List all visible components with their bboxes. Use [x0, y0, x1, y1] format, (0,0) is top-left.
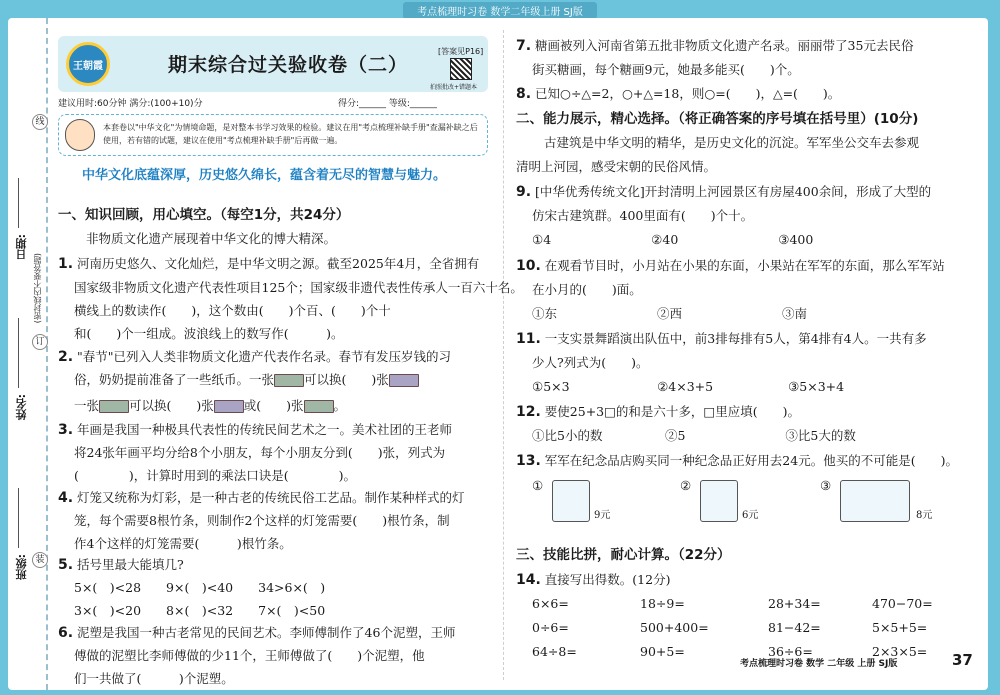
question-number: 13. — [516, 453, 541, 469]
line-text: 在小月的( )面。 — [532, 282, 642, 297]
question-line — [516, 184, 931, 200]
line-text: 三、技能比拼，耐心计算。（22分） — [516, 547, 731, 563]
price-label: 6元 — [742, 510, 759, 521]
page-footer: 考点梳理时习卷 数学 二年级 上册 SJ版 — [740, 659, 898, 669]
binding-ring: 订 — [32, 334, 48, 350]
binding-margin — [8, 18, 48, 690]
question-line — [532, 282, 642, 297]
calc-item[interactable]: 36÷6= — [768, 644, 813, 659]
question-text: [中华优秀传统文化]开封清明上河园景区有房屋400余间，形成了大型的 — [531, 184, 932, 199]
question-line — [544, 135, 919, 150]
banknote-icon — [304, 400, 334, 413]
column-divider — [503, 30, 504, 680]
question-text: 糖画被列入河南省第五批非物质文化遗产名录。丽丽带了35元去民俗 — [531, 38, 914, 53]
line-text — [516, 258, 945, 273]
question-line — [58, 625, 455, 641]
line-text: ①4 ②40 ③400 — [532, 232, 814, 247]
question-text: 年画是我国一种极具代表性的传统民间艺术之一。美术社团的王老师 — [73, 422, 453, 437]
band-title: 考点梳理时习卷 数学二年级上册 SJ版 — [403, 2, 597, 19]
score-field: 得分:______ 等级:______ — [338, 99, 437, 109]
calc-item[interactable]: 500+400= — [640, 620, 709, 635]
question-line — [74, 671, 234, 686]
theme-heading: 中华文化底蕴深厚，历史悠久绵长，蕴含着无尽的智慧与魅力。 — [82, 168, 447, 183]
line-text: 古建筑是中华文明的精华，是历史文化的沉淀。军军坐公交车去参观 — [544, 135, 920, 150]
question-text: 已知○÷△=2，○+△=18，则○=( )，△=( )。 — [531, 86, 841, 101]
line-text: 一张 — [74, 398, 100, 413]
question-line — [58, 557, 184, 573]
line-text: 清明上河园，感受宋朝的民俗风情。 — [516, 159, 717, 174]
calc-item[interactable]: 81−42= — [768, 620, 821, 635]
question-number: 3. — [58, 422, 74, 438]
question-text: 军军在纪念品店购买同一种纪念品正好用去24元。他买的不可能是( )。 — [540, 453, 958, 468]
line-text: 笼，每个需要8根竹条，则制作2个这样的灯笼需要( )根竹条，制 — [74, 513, 450, 528]
date-label: 日期: — [15, 234, 28, 261]
line-text: ( )，计算时用到的乘法口诀是( )。 — [74, 468, 357, 483]
qr-code[interactable] — [450, 58, 472, 80]
question-text: 在观看节目时，小月站在小果的东面，小果站在军军的东面，那么军军站 — [540, 258, 945, 273]
line-text: 一、知识回顾，用心填空。（每空1分，共24分） — [58, 207, 350, 223]
question-line — [74, 536, 292, 551]
line-text — [58, 490, 465, 505]
line-text: ①东 ②西 ③南 — [532, 306, 808, 321]
line-text: 可以换( )张 — [304, 372, 389, 387]
question-line — [532, 208, 753, 223]
section-heading — [58, 208, 349, 223]
question-line — [74, 603, 325, 618]
question-line — [74, 445, 445, 460]
question-line — [516, 159, 716, 174]
line-text: 横线上的数读作( )，这个数由( )个百、( )个十 — [74, 303, 391, 318]
question-text: "春节"已列入人类非物质文化遗产代表作名录。春节有发压岁钱的习 — [73, 349, 452, 364]
line-text: 或( )张 — [243, 398, 304, 413]
line-text — [516, 38, 913, 53]
line-text: 少人?列式为( )。 — [532, 355, 649, 370]
question-line — [74, 372, 419, 387]
question-number: 2. — [58, 349, 74, 365]
line-text: 俗，奶奶提前准备了一些纸币。一张 — [74, 372, 275, 387]
page-number: 37 — [952, 651, 973, 669]
line-text: 非物质文化遗产展现着中华文化的博大精深。 — [86, 231, 337, 246]
question-line — [532, 379, 844, 394]
line-text — [58, 557, 184, 572]
line-text: 二、能力展示，精心选择。（将正确答案的序号填在括号里）(10分) — [516, 111, 919, 127]
line-text: 将24张年画平均分给8个小朋友，每个小朋友分到( )张，列式为 — [74, 445, 446, 460]
right-column — [510, 18, 980, 690]
question-text: 河南历史悠久、文化灿烂，是中华文明之源。截至2025年4月，全省拥有 — [73, 256, 480, 271]
question-line — [74, 398, 346, 413]
student-avatar-icon — [65, 119, 95, 151]
question-text: 一支实景舞蹈演出队伍中，前3排每排有5人，第4排有4人。一共有多 — [540, 331, 927, 346]
question-line — [74, 468, 356, 483]
question-line — [58, 349, 451, 365]
question-line — [74, 513, 450, 528]
brand-logo: 王朝霞 — [66, 42, 110, 86]
question-number: 4. — [58, 490, 74, 506]
line-text — [58, 256, 479, 271]
question-text: 直接写出得数。(12分) — [540, 572, 671, 587]
question-number: 9. — [516, 184, 532, 200]
question-number: 10. — [516, 258, 541, 274]
question-line — [532, 232, 813, 247]
question-number: 14. — [516, 572, 541, 588]
question-line — [516, 331, 927, 347]
keychain-souvenir-icon — [700, 480, 738, 522]
price-label: 9元 — [594, 510, 611, 521]
question-line — [516, 572, 670, 588]
line-text — [58, 422, 452, 437]
question-line — [516, 404, 800, 420]
question-number: 8. — [516, 86, 532, 102]
calc-item[interactable]: 470−70= — [872, 596, 933, 611]
calc-item[interactable]: 64÷8= — [532, 644, 577, 659]
price-label: 8元 — [916, 510, 933, 521]
answer-reference: [答案见P16] — [438, 47, 484, 56]
fan-souvenir-icon — [552, 480, 590, 522]
line-text: 5×( )<28 9×( )<40 34>6×( ) — [74, 580, 326, 595]
question-number: 7. — [516, 38, 532, 54]
line-text: 们一共做了( )个泥塑。 — [74, 671, 234, 686]
question-line — [58, 256, 479, 272]
line-text — [58, 625, 455, 640]
calc-item[interactable]: 6×6= — [532, 596, 569, 611]
question-line — [516, 258, 945, 274]
question-number: 11. — [516, 331, 541, 347]
binding-ring: 线 — [32, 114, 48, 130]
calc-item[interactable]: 2×3×5= — [872, 644, 928, 659]
line-text: 傅做的泥塑比李师傅做的少11个，王师傅做了( )个泥塑，他 — [74, 648, 425, 663]
line-text: 作4个这样的灯笼需要( )根竹条。 — [74, 536, 292, 551]
banknote-icon — [274, 374, 304, 387]
pagoda-souvenir-icon — [840, 480, 910, 522]
calc-item[interactable]: 90+5= — [640, 644, 685, 659]
line-text — [58, 349, 451, 364]
calc-item[interactable]: 5×5+5= — [872, 620, 928, 635]
name-line — [18, 318, 19, 388]
exam-meta — [58, 96, 488, 109]
line-text: 仿宋古建筑群。400里面有( )个十。 — [532, 208, 754, 223]
question-text: 灯笼又统称为灯彩，是一种古老的传统民俗工艺品。制作某种样式的灯 — [73, 490, 465, 505]
question-text: 要使25+3□的和是六十多，□里应填( )。 — [540, 404, 800, 419]
line-text — [516, 331, 927, 346]
tip-box — [58, 114, 488, 156]
question-line — [74, 303, 391, 318]
line-text — [516, 184, 931, 199]
calc-item[interactable]: 18÷9= — [640, 596, 685, 611]
question-number: 5. — [58, 557, 74, 573]
question-number: 1. — [58, 256, 74, 272]
question-line — [532, 62, 800, 77]
calc-item[interactable]: 0÷6= — [532, 620, 569, 635]
top-band — [0, 0, 1000, 18]
question-number: 12. — [516, 404, 541, 420]
binding-ring: 装 — [32, 552, 48, 568]
title-banner — [58, 36, 488, 92]
qr-label: 拍照批改+错题本 — [430, 84, 478, 91]
question-line — [74, 280, 523, 295]
line-text: ①比5小的数 ②5 ③比5大的数 — [532, 428, 856, 443]
left-column — [52, 18, 523, 690]
question-line — [516, 453, 958, 469]
line-text: 3×( )<20 8×( )<32 7×( )<50 — [74, 603, 326, 618]
question-line — [516, 86, 840, 102]
question-line — [74, 580, 325, 595]
question-line — [86, 231, 336, 246]
question-line — [58, 490, 465, 506]
banknote-icon — [214, 400, 244, 413]
question-text: 泥塑是我国一种古老常见的民间艺术。李师傅制作了46个泥塑，王师 — [73, 625, 456, 640]
line-text: ①5×3 ②4×3+5 ③5×3+4 — [532, 379, 845, 394]
calc-item[interactable]: 28+34= — [768, 596, 821, 611]
question-line — [74, 326, 344, 341]
line-text — [516, 404, 800, 419]
question-number: 6. — [58, 625, 74, 641]
time-limit: 建议用时:60分钟 满分:(100+10)分 — [58, 99, 203, 109]
date-line — [18, 178, 19, 228]
line-text: 国家级非物质文化遗产代表性项目125个；国家级非遗代表性传承人一百六十名。 — [74, 280, 523, 295]
line-text: 和( )个一组成。波浪线上的数写作( )。 — [74, 326, 344, 341]
question-text: 括号里最大能填几? — [73, 557, 184, 572]
class-line — [18, 488, 19, 548]
section-heading — [516, 548, 731, 563]
seal-note: (密封线内不要答题) — [33, 253, 42, 324]
option-label: ③ — [820, 478, 832, 493]
question-line — [74, 648, 425, 663]
option-label: ① — [532, 478, 544, 493]
banknote-icon — [99, 400, 129, 413]
question-line — [532, 428, 856, 443]
line-text — [516, 453, 958, 468]
line-text: 街买糖画，每个糖画9元，她最多能买( )个。 — [532, 62, 800, 77]
line-text — [516, 86, 840, 101]
question-line — [516, 38, 913, 54]
name-label: 姓名: — [15, 394, 28, 421]
question-line — [532, 355, 648, 370]
option-label: ② — [680, 478, 692, 493]
line-text: 可以换( )张 — [129, 398, 214, 413]
class-label: 班级: — [15, 554, 28, 581]
question-line — [532, 306, 807, 321]
tip-text: 本套卷以"中华文化"为情境命题，是对整本书学习效果的检验。建议在用"考点梳理补缺手册"查漏补缺之后使用，若有错的试题，建议在使用"考点梳理补缺手册"后再做一遍。 — [103, 123, 478, 145]
banknote-icon — [389, 374, 419, 387]
line-text: 。 — [333, 398, 347, 413]
question-line — [58, 422, 452, 438]
section-heading — [516, 112, 918, 127]
exam-title: 期末综合过关验收卷（二） — [168, 54, 409, 76]
line-text — [516, 572, 670, 587]
